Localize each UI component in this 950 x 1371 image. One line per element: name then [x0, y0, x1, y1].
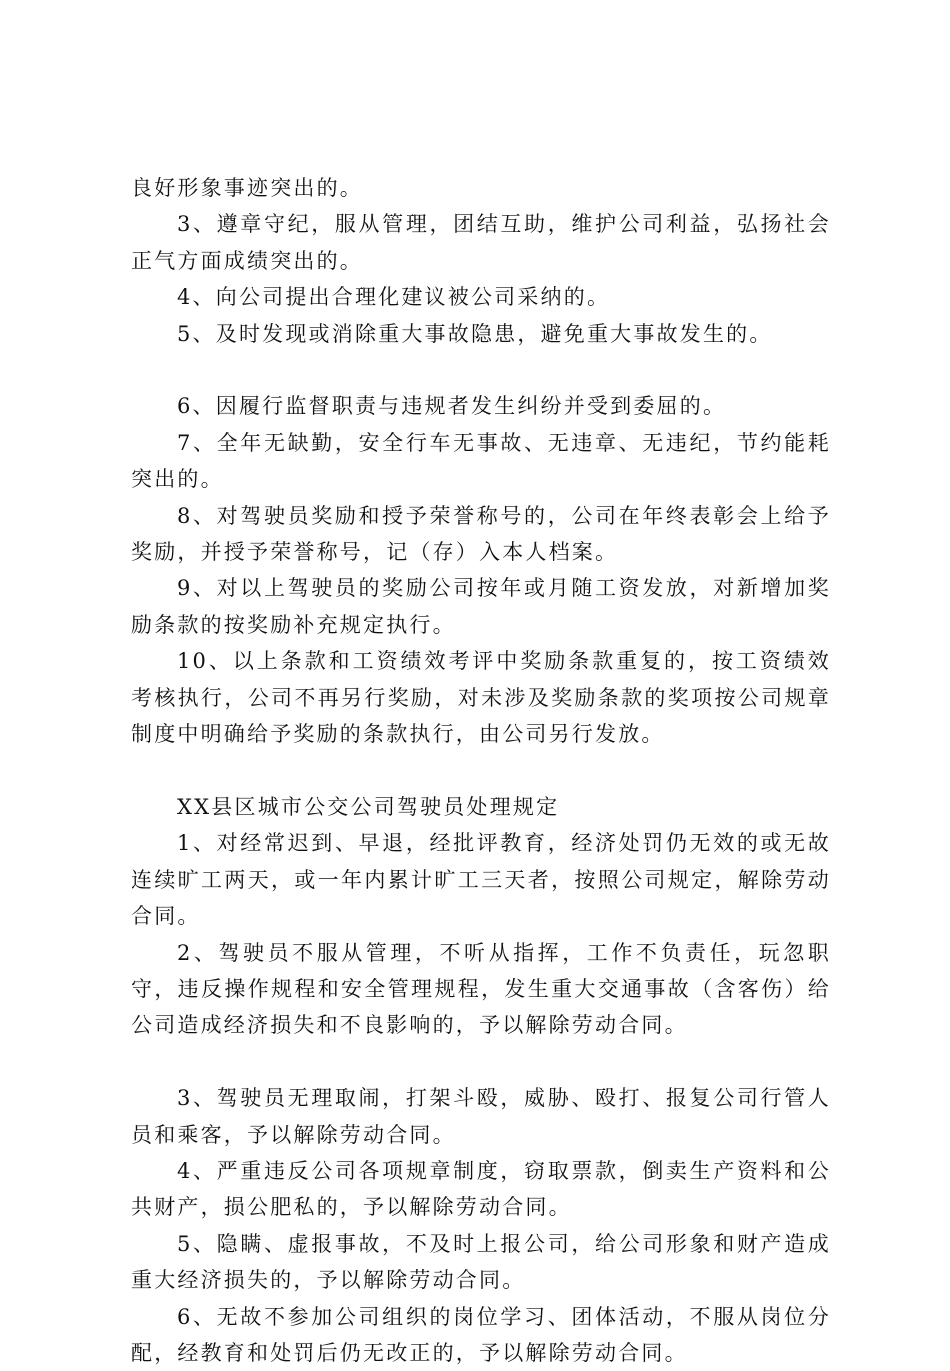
paragraph-reward-3: 3、遵章守纪，服从管理，团结互助，维护公司利益，弘扬社会正气方面成绩突出的。 [131, 212, 831, 273]
paragraph-reward-9: 9、对以上驾驶员的奖励公司按年或月随工资发放，对新增加奖励条款的按奖励补充规定执行。 [131, 576, 831, 637]
paragraph-reward-10: 10、以上条款和工资绩效考评中奖励条款重复的，按工资绩效考核执行，公司不再另行奖励，对未涉及奖励条款的奖项按公司规章制度中明确给予奖励的条款执行，由公司另行发放。 [131, 649, 831, 747]
paragraph-penalty-5: 5、隐瞒、虚报事故，不及时上报公司，给公司形象和财产造成重大经济损失的，予以解除劳动合同。 [131, 1231, 831, 1293]
paragraph-reward-7: 7、全年无缺勤，安全行车无事故、无违章、无违纪，节约能耗突出的。 [131, 430, 831, 492]
blank-line [131, 752, 831, 788]
paragraph-reward-5: 5、及时发现或消除重大事故隐患，避免重大事故发生的。 [177, 321, 773, 346]
section-title: XX县区城市公交公司驾驶员处理规定 [177, 794, 560, 819]
paragraph-reward-8: 8、对驾驶员奖励和授予荣誉称号的，公司在年终表彰会上给予奖励，并授予荣誉称号，记（存）入本人档案。 [131, 503, 831, 565]
document-body [131, 170, 831, 1371]
blank-line [131, 352, 831, 388]
blank-line [131, 1044, 831, 1080]
paragraph-penalty-3: 3、驾驶员无理取闹，打架斗殴，威胁、殴打、报复公司行管人员和乘客，予以解除劳动合同。 [131, 1086, 831, 1147]
paragraph-reward-6: 6、因履行监督职责与违规者发生纠纷并受到委屈的。 [177, 394, 727, 419]
paragraph-reward-4: 4、向公司提出合理化建议被公司采纳的。 [177, 285, 611, 310]
paragraph-penalty-1: 1、对经常迟到、早退，经批评教育，经济处罚仍无效的或无故连续旷工两天，或一年内累计旷工三天者，按照公司规定，解除劳动合同。 [131, 831, 831, 929]
paragraph-penalty-6: 6、无故不参加公司组织的岗位学习、团体活动，不服从岗位分配，经教育和处罚后仍无改正的，予以解除劳动合同。 [131, 1304, 831, 1365]
paragraph-penalty-4: 4、严重违反公司各项规章制度，窃取票款，倒卖生产资料和公共财产，损公肥私的，予以解除劳动合同。 [131, 1158, 831, 1220]
paragraph-continuation: 良好形象事迹突出的。 [131, 176, 363, 200]
paragraph-penalty-2: 2、驾驶员不服从管理，不听从指挥，工作不负责任，玩忽职守，违反操作规程和安全管理规程，发生重大交通事故（含客伤）给公司造成经济损失和不良影响的，予以解除劳动合同。 [131, 940, 831, 1038]
